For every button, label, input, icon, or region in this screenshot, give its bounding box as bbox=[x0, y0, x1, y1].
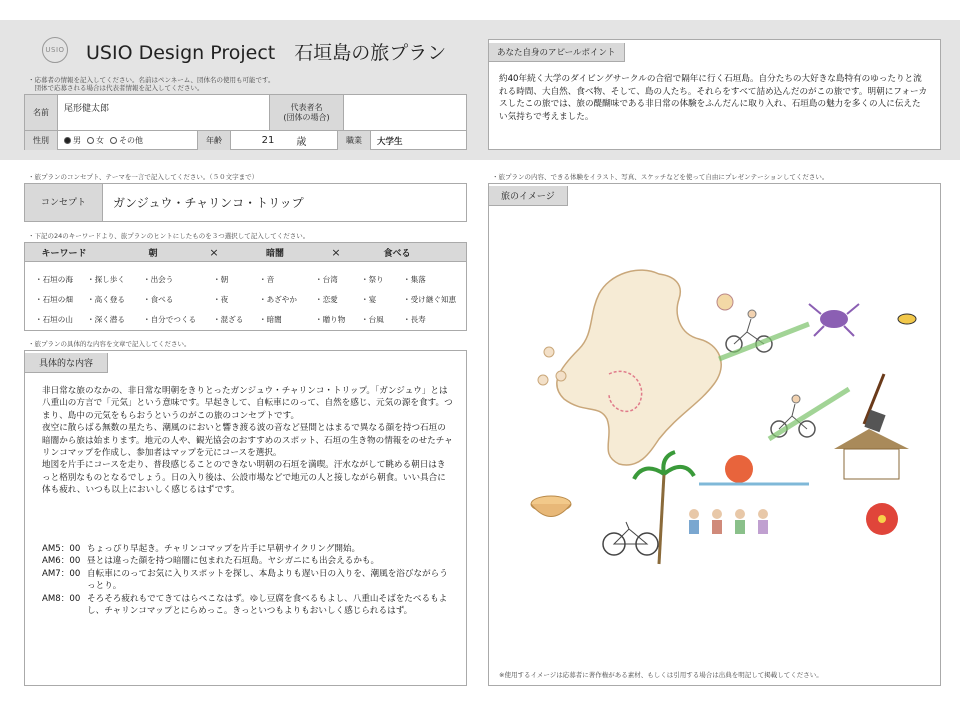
details-box bbox=[24, 350, 467, 686]
schedule-time: AM5：00 bbox=[42, 544, 81, 554]
keyword-item: ・暗闇 bbox=[259, 315, 282, 324]
applicant-note-2: 団体で応募される場合は代表者情報を記入してください。 bbox=[28, 84, 204, 92]
gender-radio-group[interactable] bbox=[58, 131, 198, 150]
coconut-crab-icon bbox=[809, 304, 859, 336]
job-label: 職業 bbox=[338, 131, 371, 150]
keyword-selected-1[interactable]: 朝 bbox=[148, 248, 158, 259]
job-field[interactable]: 大学生 bbox=[377, 136, 403, 147]
details-label: 具体的な内容 bbox=[25, 353, 108, 373]
concept-field[interactable]: ガンジュウ・チャリンコ・トリップ bbox=[113, 196, 304, 210]
concept-box bbox=[24, 183, 467, 222]
concept-label: コンセプト bbox=[25, 184, 103, 221]
sun-icon bbox=[717, 294, 733, 310]
shell-icon bbox=[544, 347, 554, 357]
name-label: 名前 bbox=[25, 95, 58, 130]
schedule-list bbox=[42, 543, 454, 617]
gender-option-female[interactable]: 女 bbox=[87, 135, 104, 146]
keyword-separator: × bbox=[331, 245, 341, 259]
fish-icon bbox=[898, 314, 916, 324]
radio-empty-icon bbox=[110, 137, 117, 144]
gender-option-male[interactable]: 男 bbox=[64, 135, 81, 146]
keyword-selected-2[interactable]: 暗闇 bbox=[265, 248, 284, 259]
keyword-item: ・出会う bbox=[143, 275, 174, 284]
keywords-label: キーワード bbox=[41, 248, 87, 259]
keyword-separator: × bbox=[209, 245, 219, 259]
keyword-item: ・自分でつくる bbox=[143, 315, 197, 324]
schedule-text: そろそろ疲れもでてきてはらぺこなはず。ゆし豆腐を食べるもよし、八重山そばをたべるもよし、チャリンコマップとにらめっこ。きっといつもよりもおいしく感じられるはず。 bbox=[87, 593, 448, 617]
cyclist-icon bbox=[719, 310, 809, 359]
schedule-time: AM6：00 bbox=[42, 556, 81, 567]
gender-option-other[interactable]: その他 bbox=[110, 135, 143, 146]
schedule-text: 昼とは違った顔を持つ暗闇に包まれた石垣島。ヤシガニにも出会えるかも。 bbox=[87, 556, 380, 567]
appeal-text[interactable]: 約40年続く大学のダイビングサークルの合宿で隔年に行く石垣島。自分たちの大好きな島特有のゆったりと流れる時間、大自然、食べ物、そして、島の人たち。それらをすべて詰め込んだのがこの旅です。明朝にフォーカスしたこの旅では、旅の醍醐味である非日常の体験をふんだんに取り入れ、石垣島の魅力を多くの人に伝えたい気持ちで考えました。 bbox=[499, 74, 928, 122]
sunset-icon bbox=[725, 455, 753, 483]
keyword-item: ・集落 bbox=[403, 275, 426, 284]
keyword-item: ・あざやか bbox=[259, 295, 297, 304]
gender-label: 性別 bbox=[25, 131, 58, 150]
cyclist-icon bbox=[769, 389, 849, 439]
schedule-time: AM8：00 bbox=[42, 593, 81, 604]
keyword-item: ・朝 bbox=[213, 275, 229, 284]
appeal-box bbox=[488, 39, 941, 150]
keyword-item: ・混ざる bbox=[213, 315, 244, 324]
schedule-item bbox=[42, 555, 454, 567]
image-label: 旅のイメージ bbox=[489, 186, 568, 206]
usio-logo: USIO bbox=[42, 37, 68, 63]
age-field[interactable] bbox=[231, 131, 338, 150]
bicycle-icon bbox=[603, 522, 658, 555]
keyword-item: ・宴 bbox=[361, 295, 377, 304]
keyword-item: ・恋愛 bbox=[315, 295, 338, 304]
hibiscus-icon bbox=[866, 503, 898, 535]
keyword-item: ・深く潜る bbox=[87, 315, 125, 324]
keyword-item: ・石垣の海 bbox=[35, 275, 73, 284]
hut-icon bbox=[834, 429, 909, 479]
people-group-icon bbox=[689, 509, 768, 534]
palm-tree-icon bbox=[634, 452, 694, 564]
rep-field[interactable] bbox=[344, 95, 466, 130]
age-unit: 歳 bbox=[296, 137, 307, 148]
applicant-note-1: ・応募者の情報を記入してください。名前はペンネーム、団体名の使用も可能です。 bbox=[28, 76, 275, 84]
concept-note: ・旅プランのコンセプト、テーマを一言で記入してください。（５０文字まで） bbox=[28, 173, 259, 181]
schedule-item bbox=[42, 568, 454, 593]
image-note: ・旅プランの内容、できる体験をイラスト、写真、スケッチなどを使って自由にプレゼンテーションしてください。 bbox=[492, 173, 829, 181]
schedule-text: ちょっぴり早起き。チャリンコマップを片手に早朝サイクリング開始。 bbox=[87, 544, 361, 554]
keyword-item: ・高く登る bbox=[87, 295, 125, 304]
radio-checked-icon bbox=[64, 137, 71, 144]
applicant-box bbox=[24, 94, 467, 150]
island-map bbox=[557, 270, 721, 465]
keyword-item: ・受け継ぐ知恵 bbox=[403, 295, 457, 304]
schedule-item bbox=[42, 593, 454, 618]
food-bowl-icon bbox=[531, 496, 571, 517]
schedule-text: 自転車にのってお気に入りスポットを探し、本島よりも遅い日の入りを、潮風を浴びながらうっとり。 bbox=[87, 568, 448, 592]
name-field[interactable]: 尾形健太郎 bbox=[58, 95, 270, 130]
keyword-item: ・台湾 bbox=[315, 275, 338, 284]
image-box bbox=[488, 183, 941, 686]
details-text[interactable]: 非日常な旅のなかの、非日常な明朝をきりとったガンジュウ・チャリンコ・トリップ。「ガンジュウ」とは八重山の方言で「元気」という意味です。早起きして、自転車にのって、自然を感じ、元気の源を食す。つまり、島中の元気をもらおうというのがこの旅のコンセプトです。 夜空に散らばる無数の星たち、潮風のにおいと響き渡る波の音など昼間とはまるで異なる顔を持つ石垣の暗闇から旅は始まります。地元の人や、観光協会のおすすめのスポット、石垣の生き物の情報をのせたチャリンコマップを作成し、参加者はマップを元にコースを選択。 地図を片手にコースを走り、普段感じることのできない明朝の石垣を満喫。汗水ながして眺める朝日はきっと格別なものとなるでしょう。日の入り後は、公設市場などで地元の人と接しながら朝食。いい具合に体も疲れ、いつも以上においしく感じるはずです。 bbox=[42, 386, 453, 496]
age-label: 年齢 bbox=[198, 131, 231, 150]
schedule-time: AM7：00 bbox=[42, 568, 81, 579]
schedule-item bbox=[42, 543, 454, 555]
keyword-item: ・石垣の畑 bbox=[35, 295, 73, 304]
page-title: USIO Design Project 石垣島の旅プラン bbox=[86, 42, 447, 64]
keyword-item: ・食べる bbox=[143, 295, 174, 304]
age-value: 21 bbox=[261, 135, 275, 146]
keywords-note: ・下記の24のキーワードより、旅プランのヒントにしたものを３つ選択して記入してください。 bbox=[28, 232, 310, 240]
keyword-selected-3[interactable]: 食べる bbox=[383, 248, 411, 259]
keyword-item: ・石垣の山 bbox=[35, 315, 73, 324]
keyword-item: ・夜 bbox=[213, 295, 229, 304]
sanshin-icon bbox=[864, 374, 886, 432]
trip-illustration bbox=[489, 184, 940, 685]
keyword-item: ・探し歩く bbox=[87, 275, 125, 284]
appeal-label: あなた自身のアピールポイント bbox=[489, 43, 625, 62]
keyword-item: ・台風 bbox=[361, 315, 384, 324]
keyword-list bbox=[25, 262, 466, 325]
rep-label: 代表者名 (団体の場合) bbox=[270, 95, 344, 130]
shell-icon bbox=[538, 375, 548, 385]
keyword-item: ・長寿 bbox=[403, 315, 426, 324]
keyword-item: ・贈り物 bbox=[315, 315, 346, 324]
image-footer-note: ※使用するイメージは応募者に著作権がある素材、もしくは引用する場合は出典を明記して掲載してください。 bbox=[499, 671, 823, 679]
details-note: ・旅プランの具体的な内容を文章で記入してください。 bbox=[28, 340, 191, 348]
keyword-item: ・音 bbox=[259, 275, 275, 284]
radio-empty-icon bbox=[87, 137, 94, 144]
keyword-item: ・祭り bbox=[361, 275, 384, 284]
shell-icon bbox=[556, 371, 566, 381]
keywords-box bbox=[24, 242, 467, 331]
